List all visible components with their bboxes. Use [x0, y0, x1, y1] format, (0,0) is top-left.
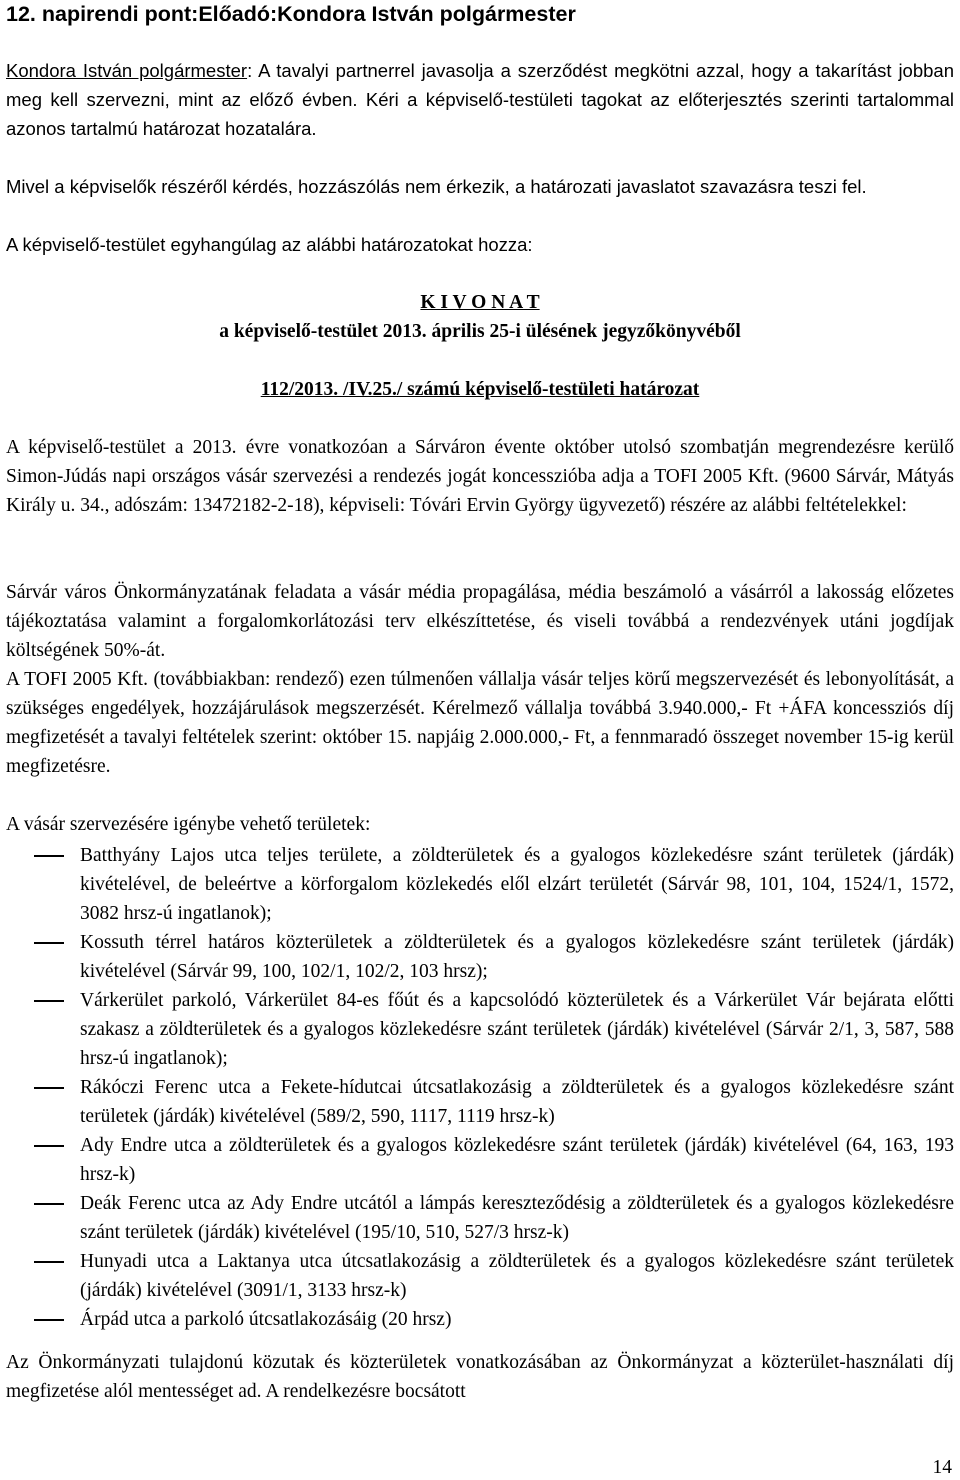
dash-bullet-icon [34, 1261, 64, 1263]
resolution-paragraph-2: Sárvár város Önkormányzatának feladata a vásár média propagálása, média beszámoló a vásárról a lakosság előzetes tájékoztatása valamint a forgalomkorlátozási terv elkészíttetése, és viseli továbbá a rendezvények utáni jogdíjak költségének 50%-át. [6, 582, 954, 661]
dash-bullet-icon [34, 1145, 64, 1147]
area-list [6, 841, 954, 1334]
resolution-paragraph-1: A képviselő-testület a 2013. évre vonatkozóan a Sárváron évente október utolsó szombatján megrendezésre kerülő Simon-Júdás napi országos vásár szervezési a rendezés jogát koncesszióba adja a TOFI 2005 Kft. (9600 Sárvár, Mátyás Király u. 34., adószám: 13472182-2-18), képviseli: Tóvári Ervin György ügyvezető) részére az alábbi feltételekkel: [6, 437, 954, 516]
intro-text: : A tavalyi partnerrel javasolja a szerződést megkötni azzal, hogy a takarítást jobban meg kell szervezni, mint az előző évben. Kéri a képviselő-testületi tagokat az előterjesztés szerinti tartalommal azonos tartalmú határozat hozatalára. [6, 60, 955, 139]
list-item: Batthyány Lajos utca teljes területe, a zöldterületek és a gyalogos közlekedésre szánt területek (járdák) kivételével, de beleértve a körforgalom közlekedés elől elzárt területét (Sárvár 98, 101, 104, 1524/1, 1572, 3082 hrsz-ú ingatlanok); [6, 841, 954, 928]
resolution-number: 112/2013. /IV.25./ számú képviselő-testületi határozat [260, 379, 700, 400]
kivonat-title: K I V O N A T [420, 292, 540, 313]
list-item: Deák Ferenc utca az Ady Endre utcától a lámpás kereszteződésig a zöldterületek és a gyalogos közlekedésre szánt területek (járdák) kivételével (195/10, 510, 527/3 hrsz-k) [6, 1189, 954, 1247]
dash-bullet-icon [34, 855, 64, 857]
agenda-heading: 12. napirendi pont:Előadó:Kondora István polgármester [6, 2, 576, 26]
document-page [6, 0, 954, 1480]
dash-bullet-icon [34, 1319, 64, 1321]
dash-bullet-icon [34, 1000, 64, 1002]
dash-bullet-icon [34, 1087, 64, 1089]
vote-intro-paragraph: Mivel a képviselők részéről kérdés, hozzászólás nem érkezik, a határozati javaslatot szavazásra teszi fel. [6, 176, 867, 197]
intro-paragraph [6, 56, 954, 143]
kivonat-subtitle: a képviselő-testület 2013. április 25-i ülésének jegyzőkönyvéből [219, 321, 741, 342]
closing-paragraph: Az Önkormányzati tulajdonú közutak és közterületek vonatkozásában az Önkormányzat a közterület-használati díj megfizetése alól mentességet ad. A rendelkezésre bocsátott [6, 1352, 954, 1402]
resolution-paragraph-4: A vásár szervezésére igénybe vehető területek: [6, 814, 371, 835]
speaker-name: Kondora István polgármester [6, 60, 248, 81]
list-item: Hunyadi utca a Laktanya utca útcsatlakozásig a zöldterületek és a gyalogos közlekedésre szánt területek (járdák) kivételével (3091/1, 3133 hrsz-k) [6, 1247, 954, 1305]
resolution-paragraph-3: A TOFI 2005 Kft. (továbbiakban: rendező) ezen túlmenően vállalja vásár teljes körű megszervezését és lebonyolítását, a szükséges engedélyek, hozzájárulások megszerzését. Kérelmező vállalja továbbá 3.940.000,- Ft +ÁFA koncessziós díj megfizetését a tavalyi feltételek szerint: október 15. napjáig 2.000.000,- Ft, a fennmaradó összeget november 15-ig kerül megfizetésre. [6, 669, 954, 777]
list-item: Várkerület parkoló, Várkerület 84-es főút és a kapcsolódó közterületek és a Várkerület Vár bejárata előtti szakasz a zöldterületek és a gyalogos közlekedésre szánt területek (járdák) kivételével (Sárvár 2/1, 3, 587, 588 hrsz-ú ingatlanok); [6, 986, 954, 1073]
dash-bullet-icon [34, 942, 64, 944]
list-item: Árpád utca a parkoló útcsatlakozásáig (20 hrsz) [6, 1305, 954, 1334]
list-item: Rákóczi Ferenc utca a Fekete-hídutcai útcsatlakozásig a zöldterületek és a gyalogos közlekedésre szánt területek (járdák) kivételével (589/2, 590, 1117, 1119 hrsz-k) [6, 1073, 954, 1131]
dash-bullet-icon [34, 1203, 64, 1205]
unanimous-paragraph: A képviselő-testület egyhangúlag az alábbi határozatokat hozza: [6, 234, 533, 255]
list-item: Kossuth térrel határos közterületek a zöldterületek és a gyalogos közlekedésre szánt területek (járdák) kivételével (Sárvár 99, 100, 102/1, 102/2, 103 hrsz); [6, 928, 954, 986]
list-item: Ady Endre utca a zöldterületek és a gyalogos közlekedésre szánt területek (járdák) kivételével (64, 163, 193 hrsz-k) [6, 1131, 954, 1189]
page-number: 14 [932, 1457, 952, 1478]
